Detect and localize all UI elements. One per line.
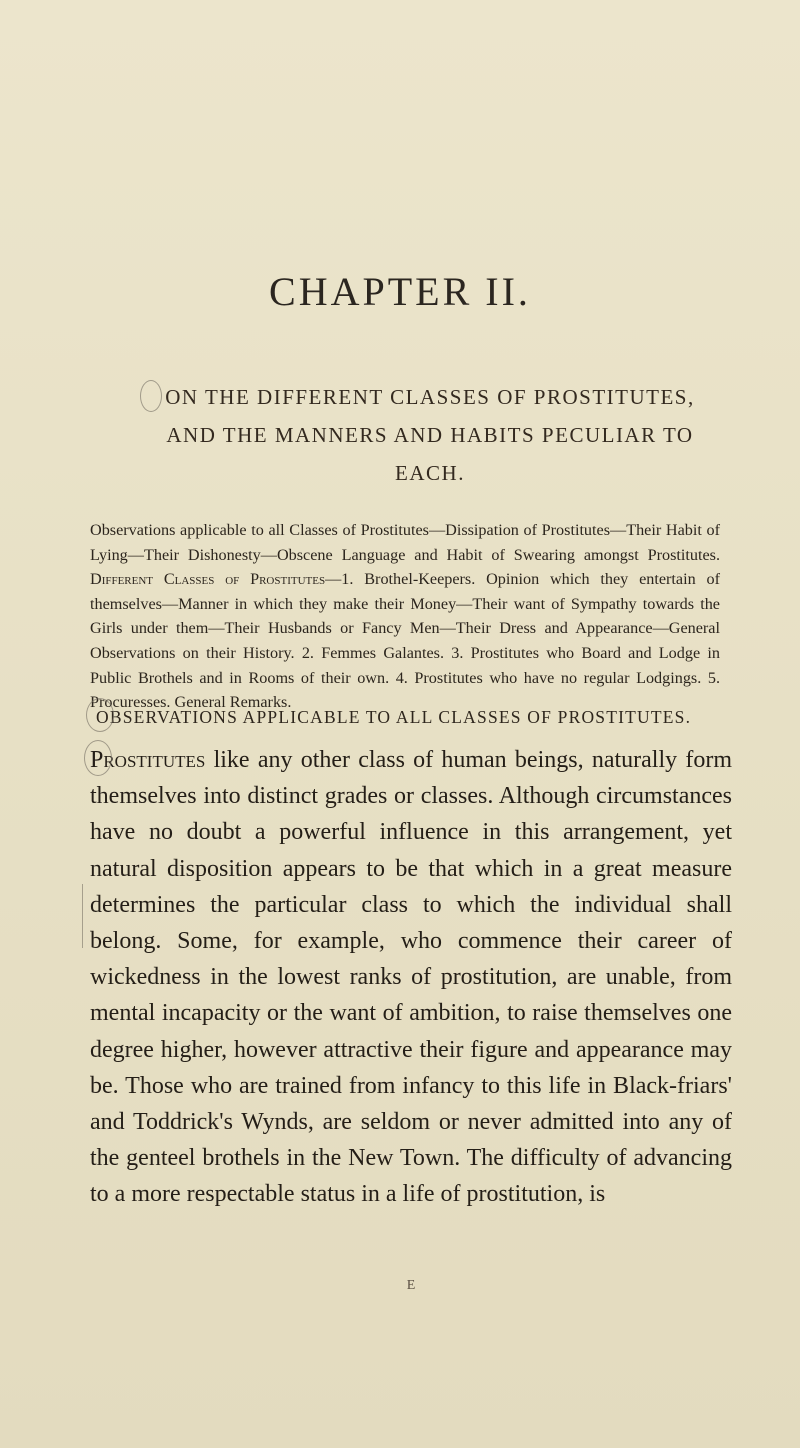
synopsis-part-2: —1. Brothel-Keepers. Opinion which they entertain of themselves—Manner in which they make their Money—Their want of Sympathy towards the Girls under them—Their Husbands or Fancy Men—Their Dress and Appearance—General Observations on their History. 2. Femmes Galantes. 3. Prostitutes who Board and Lodge in Public Brothels and in Rooms of their own. 4. Prostitutes who have no regular Lodgings. 5. Procuresses. General Remarks. [90,570,721,712]
chapter-synopsis [90,518,720,715]
signature-mark: E [406,1278,416,1293]
chapter-title: ON THE DIFFERENT CLASSES OF PROSTITUTES, AND THE MANNERS AND HABITS PECULIAR TO EACH. [165,385,695,485]
synopsis-part-1: Observations applicable to all Classes of Prostitutes—Dissipation of Prostitutes—Their Habit of Lying—Their Dishonesty—Obscene Language and Habit of Swearing amongst Prostitutes. [90,521,720,564]
pencil-circle-section [86,698,114,732]
pencil-circle-lead [84,740,112,776]
section-heading: OBSERVATIONS APPLICABLE TO ALL CLASSES OF PROSTITUTES. [96,707,692,727]
body-lead-word: Prostitutes [90,747,206,773]
body-paragraph [90,742,732,1213]
chapter-heading: CHAPTER II. [269,269,531,314]
pencil-margin-bracket [82,884,83,948]
pencil-circle-title [140,380,162,412]
synopsis-smallcaps: Different Classes of Prostitutes [90,570,326,589]
body-text: like any other class of human beings, naturally form themselves into distinct grades or classes. Although circumstances have no doubt a powerful influence in this arrangement, yet natural disposition appears to be that which in a great measure determines the particular class to which the individual shall belong. Some, for example, who commence their career of wickedness in the lowest ranks of prostitution, are unable, from mental incapacity or the want of ambition, to raise themselves one degree higher, however attractive their figure and appearance may be. Those who are trained from infancy to this life in Black-friars' and Toddrick's Wynds, are seldom or never admitted into any of the genteel brothels in the New Town. The difficulty of advancing to a more respectable status in a life of prostitution, is [90,747,732,1208]
